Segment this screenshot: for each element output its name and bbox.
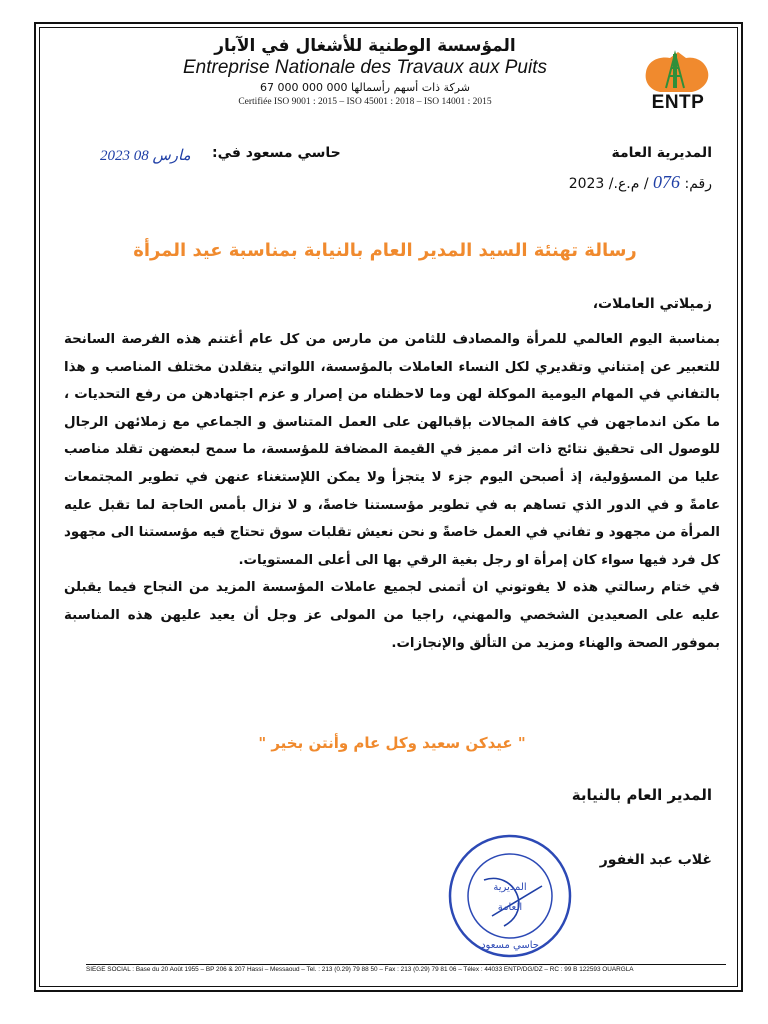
body-paragraph: في ختام رسالتي هذه لا يفوتوني ان أتمنى لجميع عاملات المؤسسة المزيد من النجاح فيما يقبلن عليه على الصعيدين الشخصي والمهني، راجيا من المولى عز وجل أن يعيد عليهن هذه المناسبة بموفور الصحة والهناء ومزيد من التألق والإنجازات. xyxy=(64,580,720,651)
place-label: حاسي مسعود في: xyxy=(212,145,341,161)
reference-number: 076 xyxy=(653,172,681,192)
letter-body xyxy=(64,326,720,657)
letter-title: رسالة تهنئة السيد المدير العام بالنيابة بمناسبة عيد المرأة xyxy=(133,240,637,261)
footer-address: SIEGE SOCIAL : Base du 20 Août 1955 – BP 206 & 207 Hassi – Messaoud – Tel. : 213 (0.29) 79 88 50 – Fax : 213 (0.29) 79 81 06 – Télex : 44033 ENTP/DG/DZ – RC : 99 B 122593 OUARGLA xyxy=(86,966,634,973)
signature-title: المدير العام بالنيابة xyxy=(571,786,712,804)
reference-line xyxy=(569,172,712,193)
company-capital: شركة ذات أسهم رأسمالها 000 000 000 67 xyxy=(260,81,470,94)
reference-suffix: / م.ع./ 2023 xyxy=(568,176,649,192)
body-paragraph: بمناسبة اليوم العالمي للمرأة والمصادف للثامن من مارس من كل عام أغتنم هذه الفرصة السانحة للتعبير عن إمتناني وتقديري لكل النساء العاملات بالمؤسسة، اللواتي يتقلدن مختلف المناصب و هذا بالتفاني في المهام اليومية الموكلة لهن وما لاحظناه من إصرار و عزم اجتهادهن من رفع التحديات ، ما مكن اندماجهن في كافة المجالات بإقبالهن على العمل المتناسق و الجماعي مع زملائهن الرجال للوصول الى تحقيق نتائج ذات اثر مميز في القيمة المضافة للمؤسسة، ما سمح لبعضهن تقلد مناصب عليا من المسؤولية، إذ أصبحن اليوم جزء لا يتجزأ ولا يمكن اللإستغناء عنهن في تطوير المجتمعات عامةً و في الدور الذي تساهم به في تطوير مؤسستنا خاصةً، و لا نزال بأمس الحاجة لما تقبل عليه المرأة من مجهود و تفاني في العمل خاصةً و نحن نعيش تقلبات سوق تحتاج فيه مؤسستنا الى مجهود كل فرد فيها سواء كان إمرأة او رجل بغية الرقي بها الى أعلى المستويات. xyxy=(64,332,720,568)
letter-greeting: زميلاتي العاملات، xyxy=(592,296,712,312)
stamp-line-2: العامة xyxy=(497,902,523,913)
department-label: المديرية العامة xyxy=(611,145,712,161)
stamp-line-3: حاسي مسعود xyxy=(481,940,539,951)
signatory-name: غلاب عبد الغفور xyxy=(599,852,712,868)
closing-wish: " عيدكن سعيد وكل عام وأنتن بخير " xyxy=(258,734,526,752)
handwritten-date: 2023 مارس 08 xyxy=(100,148,191,164)
official-stamp xyxy=(444,830,576,962)
logo-text: ENTP xyxy=(651,92,705,113)
footer-divider xyxy=(86,964,726,965)
iso-certifications: Certifiée ISO 9001 : 2015 – ISO 45001 : 2018 – ISO 14001 : 2015 xyxy=(238,97,492,107)
company-name-french: Entreprise Nationale des Travaux aux Puits xyxy=(183,57,547,78)
reference-label: رقم: xyxy=(684,176,712,192)
company-name-arabic: المؤسسة الوطنية للأشغال في الآبار xyxy=(214,36,516,56)
stamp-line-1: المديرية xyxy=(493,882,527,893)
